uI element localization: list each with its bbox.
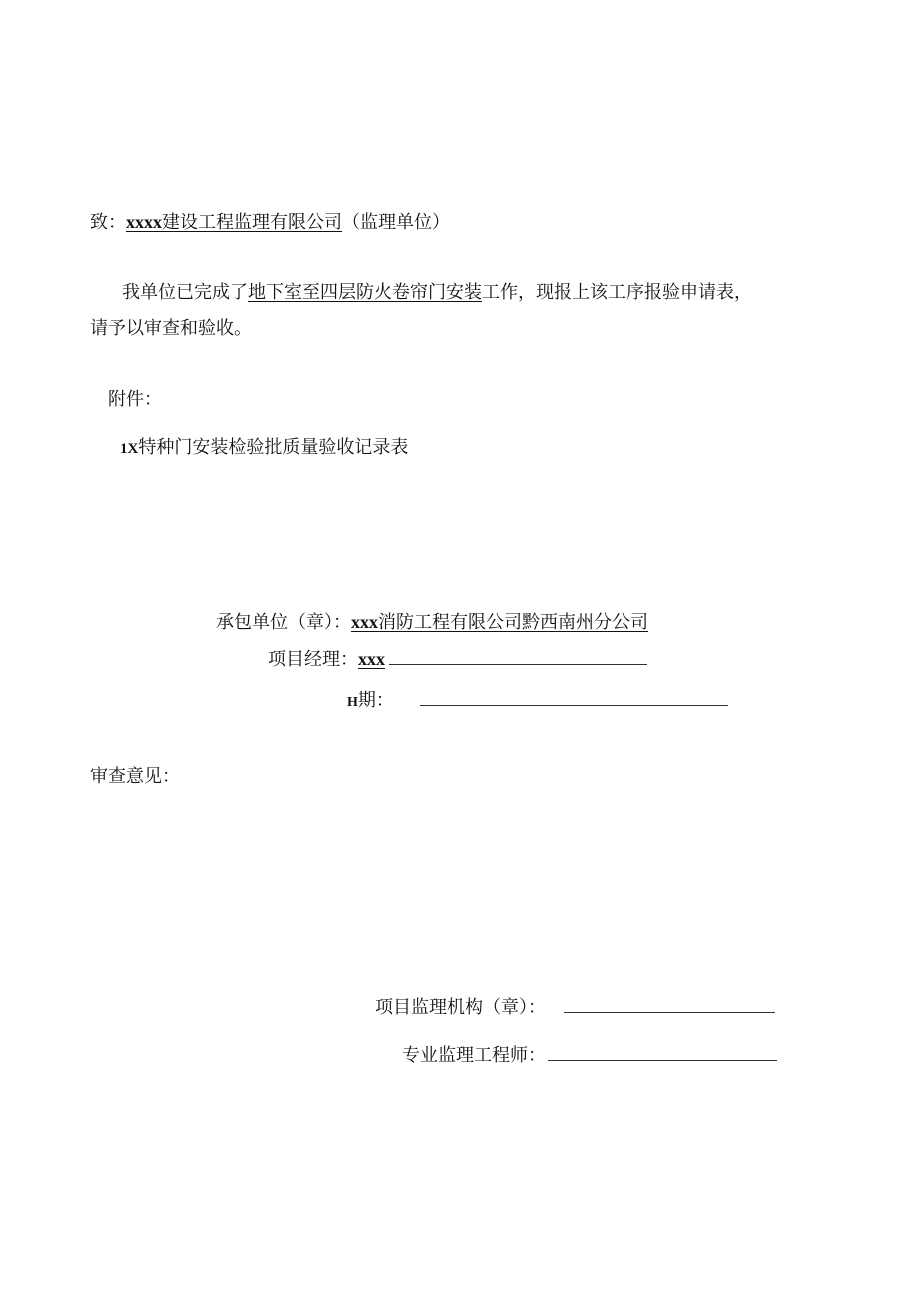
date-line (347, 689, 728, 715)
manager-label: 项目经理： (268, 649, 358, 670)
supervision-org-line (375, 996, 775, 1020)
body-line-2: 请予以审查和验收。 (90, 318, 252, 339)
review-label: 审查意见： (90, 766, 180, 787)
date-label: 期： (357, 690, 394, 711)
contractor-label: 承包单位（章）： (216, 612, 351, 633)
contractor-name-text: 消防工程有限公司黔西南州分公司 (378, 612, 648, 633)
date-blank-line (420, 689, 728, 706)
supervision-org-blank (564, 996, 775, 1013)
recipient-company-code: xxxx (126, 212, 162, 232)
manager-signature-line (389, 648, 647, 665)
supervision-engineer-label: 专业监理工程师： (402, 1045, 546, 1066)
body-part1: 我单位已完成了 (122, 282, 248, 303)
attachment-item-text: 特种门安装检验批质量验收记录表 (138, 437, 409, 458)
supervision-org-label: 项目监理机构（章）： (375, 997, 546, 1018)
body-part2: 工作，现报上该工序报验申请表， (482, 282, 752, 303)
supervision-engineer-blank (548, 1044, 777, 1061)
attachment-label: 附件： (108, 389, 162, 410)
body-line-1 (122, 281, 752, 305)
body-project: 地下室至四层防火卷帘门安装 (248, 282, 482, 303)
recipient-company-name: 建设工程监理有限公司 (162, 212, 342, 233)
recipient-company (126, 212, 342, 233)
supervision-engineer-line (402, 1044, 777, 1068)
recipient-prefix: 致： (90, 212, 126, 233)
attachment-item-prefix: 1X (120, 441, 139, 457)
contractor-line (216, 610, 648, 635)
contractor-name (351, 612, 648, 633)
recipient-line (90, 210, 450, 235)
attachment-item (120, 436, 408, 461)
manager-value: xxx (358, 649, 385, 669)
recipient-role: （监理单位） (342, 212, 450, 233)
contractor-name-code: xxx (351, 612, 378, 632)
date-prefix: H (347, 695, 358, 710)
manager-line (268, 647, 647, 672)
